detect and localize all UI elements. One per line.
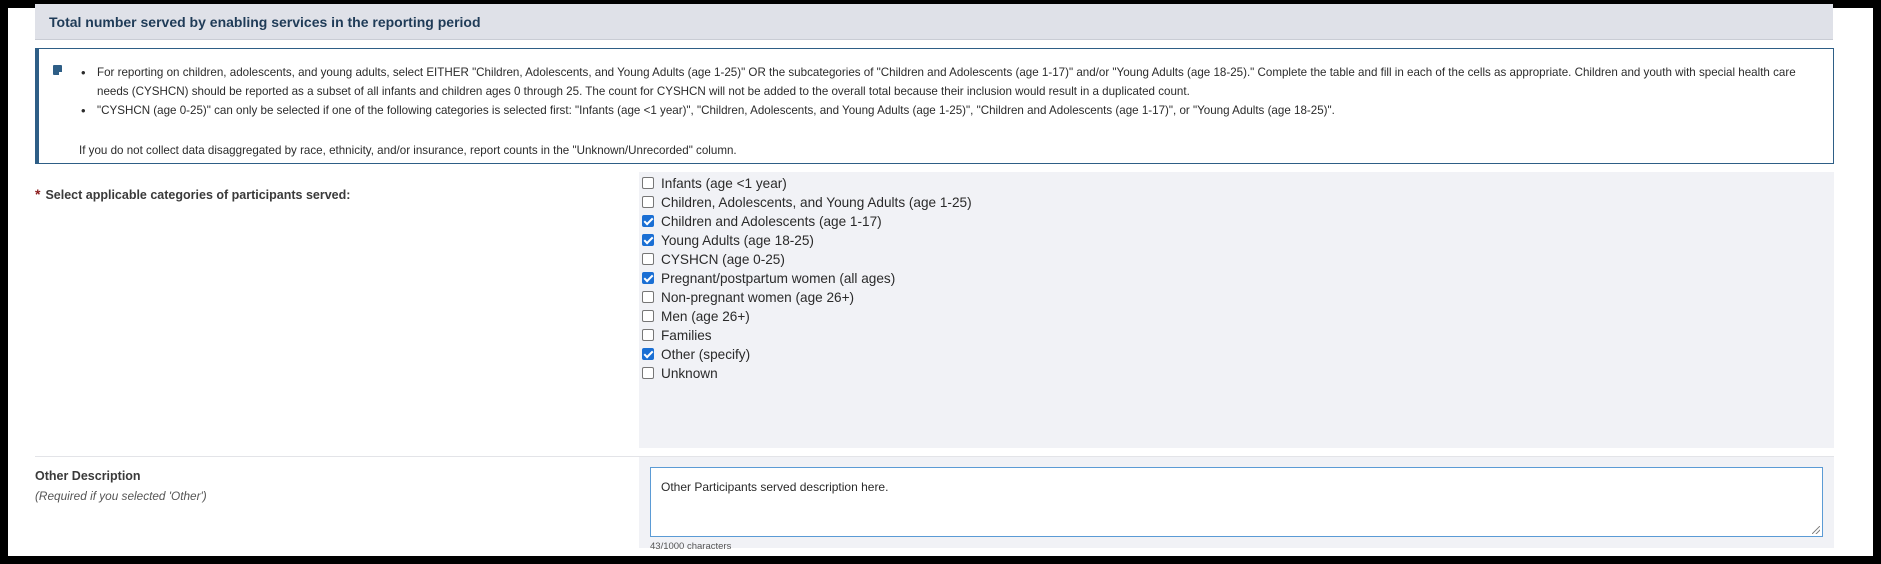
checkbox-non-pregnant-women[interactable] xyxy=(642,287,854,307)
section-header xyxy=(35,4,1833,40)
checkbox-label[interactable]: Pregnant/postpartum women (all ages) xyxy=(661,270,896,286)
checkbox-label[interactable]: Children and Adolescents (age 1-17) xyxy=(661,213,882,229)
participants-label-text: Select applicable categories of participants served: xyxy=(45,188,351,202)
checkbox-label[interactable]: Men (age 26+) xyxy=(661,308,750,324)
checkbox-families[interactable] xyxy=(642,325,712,345)
checkbox-box[interactable] xyxy=(642,215,654,227)
checkbox-other[interactable] xyxy=(642,344,750,364)
participants-row xyxy=(35,172,1834,448)
other-description-hint: (Required if you selected 'Other') xyxy=(35,489,207,503)
section-title: Total number served by enabling services in the reporting period xyxy=(49,13,481,30)
resize-grip-icon[interactable] xyxy=(1812,526,1820,534)
other-description-value[interactable]: Other Participants served description here. xyxy=(661,480,889,494)
checkbox-box[interactable] xyxy=(642,367,654,379)
checkbox-children-adolescents[interactable] xyxy=(642,211,882,231)
checkbox-cyshcn[interactable] xyxy=(642,249,785,269)
character-count: 43/1000 characters xyxy=(650,541,732,552)
checkbox-label[interactable]: Children, Adolescents, and Young Adults (age 1-25) xyxy=(661,194,972,210)
checkbox-box[interactable] xyxy=(642,291,654,303)
checkbox-box[interactable] xyxy=(642,177,654,189)
checkbox-label[interactable]: Infants (age <1 year) xyxy=(661,175,787,191)
instructions-footnote: If you do not collect data disaggregated by race, ethnicity, and/or insurance, report counts in the "Unknown/Unrecorded" column. xyxy=(79,144,737,157)
checkbox-young-adults[interactable] xyxy=(642,230,814,250)
checkbox-box[interactable] xyxy=(642,310,654,322)
checkbox-label[interactable]: Young Adults (age 18-25) xyxy=(661,232,814,248)
checkbox-children-adolescents-young-adults[interactable] xyxy=(642,192,972,212)
instruction-bullet: • "CYSHCN (age 0-25)" can only be selected if one of the following categories is selected first: "Infants (age <1 year)", "Children, Adolescents, and Young Adults (age 1-25)", "Children and Adolescents (age 1-17)", or "Young Adults (age 18-25)". xyxy=(79,101,1824,120)
checkbox-label[interactable]: Non-pregnant women (age 26+) xyxy=(661,289,855,305)
checkbox-box[interactable] xyxy=(642,196,654,208)
checkbox-label[interactable]: Unknown xyxy=(661,365,718,381)
checkbox-label[interactable]: Other (specify) xyxy=(661,346,751,362)
checkbox-infants[interactable] xyxy=(642,173,787,193)
required-asterisk: * xyxy=(35,186,41,202)
other-description-label: Other Description xyxy=(35,469,141,483)
instructions-list xyxy=(79,63,1824,120)
checkbox-label[interactable]: Families xyxy=(661,327,712,343)
other-description-textarea[interactable] xyxy=(650,467,1823,537)
checkbox-men[interactable] xyxy=(642,306,750,326)
instruction-bullet: • For reporting on children, adolescents, and young adults, select EITHER "Children, Adolescents, and Young Adults (age 1-25)" OR the subcategories of "Children and Adolescents (age 1-17)" and/or "Young Adults (age 18-25)." Complete the table and fill in each of the cells as appropriate. Children and youth with special health care needs (CYSHCN) should be reported as a subset of all infants and children ages 0 through 25. The count for CYSHCN will not be added to the overall total because their inclusion would result in a duplicated count. xyxy=(79,63,1824,101)
checkbox-box[interactable] xyxy=(642,329,654,341)
checkbox-box[interactable] xyxy=(642,272,654,284)
instructions-notice xyxy=(35,48,1834,164)
checkbox-label[interactable]: CYSHCN (age 0-25) xyxy=(661,251,785,267)
checkbox-box[interactable] xyxy=(642,253,654,265)
checkbox-unknown[interactable] xyxy=(642,363,718,383)
checkbox-box[interactable] xyxy=(642,234,654,246)
note-icon xyxy=(53,65,62,75)
checkbox-pregnant-postpartum[interactable] xyxy=(642,268,895,288)
checkbox-box[interactable] xyxy=(642,348,654,360)
participants-label-col xyxy=(35,172,635,448)
participants-label xyxy=(35,186,350,202)
